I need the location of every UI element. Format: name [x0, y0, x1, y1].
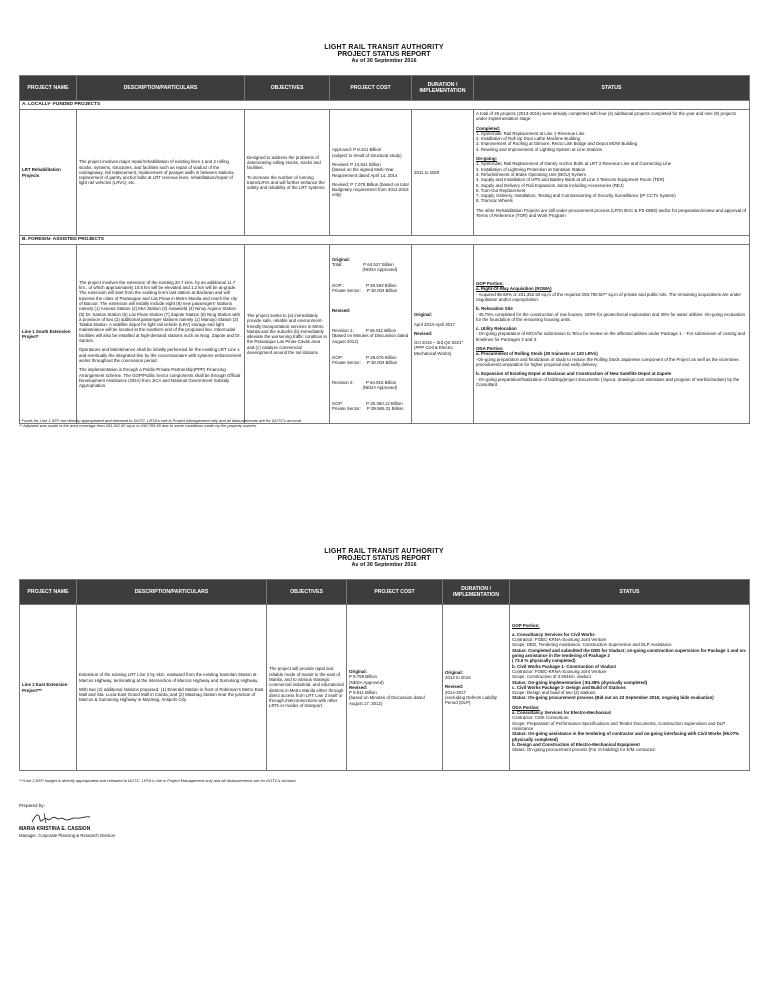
report-date: As of 30 September 2016 [351, 562, 417, 568]
project-cost: Original: Total: P 64.527 Billion (NEDA Approved) GOP : P 30.593 Billion Private Sector: P 30.004 Billion Revised: Revision 1: P 65.511 Billion (Based on Minutes of Discussion dated August 2012) GOP: P 29.676 Billion Private Sector: P 30.004 Billion Revision 2: P 64.915 Billion (NEDA Approved) GOP: P 25.350.12 Billion Private Sector: P 39.565.31 Billion [330, 245, 412, 424]
col-status: STATUS [510, 580, 750, 605]
table-header-row [20, 76, 750, 101]
project-cost: Approved: P 8.241 Billion (subject to result of structural study) Revised: P 14.541 Billion (based on the signed Multi-Year Requirement dated April 14, 2014 Revised: P 7.078 Billion (based on total Budgetary requirement from 2011-2016 only) [330, 110, 412, 236]
signatory-name: MARIA KRISTINA E. CASSION [19, 826, 91, 832]
agency-name: LIGHT RAIL TRANSIT AUTHORITY [324, 548, 444, 555]
col-project-name: PROJECT NAME [20, 580, 77, 605]
table-row [20, 245, 750, 424]
col-objectives: OBJECTIVES [267, 580, 347, 605]
report-title: PROJECT STATUS REPORT [337, 51, 431, 58]
project-cost: Original: P 9.759 Billion (NEDA Approved) Revised: P 9.911 Billion (based on Minutes of Discussion dated August 17, 2012) [347, 605, 443, 771]
table-header-row [20, 580, 750, 605]
report-title: PROJECT STATUS REPORT [337, 555, 431, 562]
project-description: The project involves the extension of the existing 20.7 kms. by an additional 11.7 km., of which approximately 10.5 km will be elevated and 1.2 km will be at-grade. The extension will start from the existing line's last station at Baclaran and will traverse the cities of Paranaque and Las Pinas in Metro Manila and reach the city of Bacoor. The extension will initially include eight (8) new passengers' stations namely (1) Aseana Station (2) MIA Station (3) Asiaworld (4) Ninoy Aquino Station (5) Dr. Santos Station (6) Las Pinas Station (7) Zapote Station (8) Niog Station with a provision of two (2) additional passenger stations namely (1) Manuyo Station (2) Talaba Station. A satellite depot for light rail vehicle (LRV) storage and light maintenance will be located at the southern end of the proposed line. Intermodal facilities will also be installed at high-demand stations such as Niog, Zapote and Dr. Santos. Operations and Maintenance shall be initially performed for the existing LRT Line 1 and eventually the integrated line by the concessionaire with systems enhancement works throughout the concession period. The implementation is through a Public-Private Partnership(PPP) Financing Arrangement scheme. The GOP/Public sector components shall be through Official Development Assistance (ODA) from JICA and National Government Subsidy Appropriation. [77, 245, 245, 424]
table-row [20, 110, 750, 236]
project-status: A total of 25 projects (2013-2016) were already completed with four (4) additional projects completed for the year and nine (9) projects under implementation stage: Completed: 1. Systematic Rail Replacement at Line 1 Revenue Line 2. Installation of Roll Up Door Lathe Machine Building 3. Improvement of Roofing at Gilmore, Recto Link Bridge and Depot MOW Building 4. Rewiring and Improvement of Lighting System at Line Stations On-going: 1. Systematic Rail Replacement of Gantry Anchor Bolts at LRT 2 Revenue Line and Connecting Line 2. Installation of Lightning Protection at Santolan Station 3. Refurbishment of Brake Operating Unit (BOU) System 4. Supply and Installation of UPS and Battery Bank at all Line 2 Telecom Equipment Room (TER) 5. Supply and Delivery of Rail Expansion Joints including Accessories (REJ) 6. Turn-Out Replacement 7. Supply, Delivery, Installation, Testing and Commissioning of Security Surveillance (IP CCTV System) 8. Tramcar Wheels The other Rehabilitation Projects are still under procurement process (LRTA BAC & PS-DBM) and/or for preparation/review and approval of Terms of Reference (TOR) and Work Program [474, 110, 750, 236]
col-status: STATUS [474, 76, 750, 101]
project-duration: 2011 to 2020 [412, 110, 474, 236]
prepared-by-label: Prepared by: [19, 803, 45, 808]
col-duration: DURATION / IMPLEMENTATION [412, 76, 474, 101]
col-project-name: PROJECT NAME [20, 76, 77, 101]
project-objectives: The project seeks to (a) immediately provide safe, reliable and environment- friendly transportation services in Metro Manila and the suburbs (b) immediately alleviate the worsening traffic condition in the Paranaque Las Pinas-Cavite area and (c) catalyze commercial development around the rail stations. [245, 245, 330, 424]
status-table-1 [19, 75, 750, 424]
project-name: LRT Rehabilitation Projects [20, 110, 77, 236]
project-objectives: Designed to address the problems of deteriorating rolling stocks, tracks and facilities. To increase the number of running trains/LRVs and will further enhance the safety and reliability of the LRT systems. [245, 110, 330, 236]
project-duration: Original: 2012 to 2016 Revised: 2014-2017 (excluding Defects Liability Period (DLP) [443, 605, 510, 771]
project-status: GOP Portion: a. Consultancy Services for Civil Works Contractor: FOBC-KRNA-Soosung Joint Venture Scope: DED, Tendering Assistance, Construction Supervision and DLP Assistance Status: Completed and submitted the DED for Viaduct; on-going construction supervision for Package 1 and on-going assistance in the tendering of Package 2 ( 73.0 % physically completed) b. Civil Works Package 1- Construction of Viaduct Contractor: FOBC-KRNA-Soosung Joint Venture Scope: Construction of 3.904km. viaduct Status: On-going implementation ( 84.38% physically completed) c. Civil Works Package 2- Design and Build of Stations Scope: Design and build of two (2) stations Status: On-going procurement process (Bid out on 23 September 2016; ongoing bids evaluation) ODA Portion: a. Consultancy Services for Electro-Mechanical Contractor: CMX Consortium Scope: Preparation of Performance Specifications and Tender Documents, Construction Supervision and DLP Assistance Status: On-going assistance in the tendering of contractor and on-going interfacing with Civil Works (96.07% physically completed) b. Design and Construction of Electro-Mechanical Equipment Status: On-going procurement process (For re-bidding) for E/M contractor. [510, 605, 750, 771]
footnotes-2: ***Line 2 EEP budget is directly appropriated and released to DOTC. LRTA's role is Project Management only and all disbursements are for DOTC's account. [19, 778, 297, 783]
col-objectives: OBJECTIVES [245, 76, 330, 101]
project-objectives: The project will provide rapid and reliable mode of transit to the east of Manila, and to various strategic commercial industrial, and educational districts in Metro Manila either through direct access from LRT Line 2 itself or through interconnections with other LRTs or modes of transport. [267, 605, 347, 771]
status-table-2 [19, 579, 750, 771]
col-project-cost: PROJECT COST [330, 76, 412, 101]
report-header-2 [0, 548, 768, 568]
agency-name: LIGHT RAIL TRANSIT AUTHORITY [324, 44, 444, 51]
handwritten-signature [30, 810, 100, 826]
col-description: DESCRIPTION/PARTICULARS [77, 76, 245, 101]
signatory-position: Manager, Corporate Planning & Research Division [19, 833, 116, 838]
col-duration: DURATION / IMPLEMENTATION [443, 580, 510, 605]
project-description: The project involves major repair/rehabilitation of existing lines 1 and 2 rolling stocks, systems, structures, and facilities such as repair of viaduct of the carriageway, rail replacement, replacement of parapet walls in between stations, replacement of gantry anchor bolts at LRT revenue lines, rehabilitation/repair of light rail vehicles (LRVs), etc. [77, 110, 245, 236]
project-duration: Original: April 2013-April 2017 Revised: Oct 2015 – 3rd Qtr 2021* (PPP Civil & Electro Mechanical Works) [412, 245, 474, 424]
project-name: Line 2 East Extension Project*** [20, 605, 77, 771]
section-locally-funded: A. LOCALLY- FUNDED PROJECTS [20, 101, 750, 110]
section-foreign-assisted: B. FOREIGN- ASSISTED PROJECTS [20, 236, 750, 245]
footnotes-1: * Funds for Line 1 SEP are directly appropriated and released to DOTC. LRTA's role is Project Management only and all disbursements are for DOTC's account. ** Adjusted was made in the area coverage from 261,611.50 sq.m to 260,789.50 due to some conditions made by the property owners. [19, 418, 303, 428]
report-date: As of 30 September 2016 [351, 58, 417, 64]
project-name: Line 1 South Extension Project* [20, 245, 77, 424]
report-header-1 [0, 44, 768, 64]
col-project-cost: PROJECT COST [347, 580, 443, 605]
project-status: GOP Portion: a. Right-Of-Way Acquisition (ROWA) - Acquired 86.69% or 231,352.50 sq.m of the required 260,780.50** sq.m of private and public lots. The remaining acquisitions are under negotiation and/or expropriation. b. Relocation Site - 45.75% completed for the construction of row houses, 100% for geotechnical exploration and 30% for water utilities. On-going excavation for the foundation of the remaining housing units. c. Utility Relocation - On-going preparation of MOA/for submission to Telco for review on the affected utilities under Package 1. - For submission of costing and timelines for Packages 2 and 3. ODA Portion: a. Procurement of Rolling Stock (30 trainsets or 120 LRVs) -On-going preparation and finalization of study to reduce the Rolling Stock Japanese component of the Project as well as the incentives procedures/computation for higher proposal and early delivery. b. Expansion of Existing Depot at Baclaran and Construction of New Satellite Depot at Zapote - On-going preparation/finalization of bidding/project documents ( layout, drawings,cost estimates and program of work/schedule) by the Consultant. [474, 245, 750, 424]
project-description: Extension of the existing LRT Line 2 by 4km. eastward from the existing Santolan Station at Marcos Highway, terminating at the intersection of Marcos Highway and Sumulong Highway. With two (2) additional stations proposed: (1) Emerald Station in front of Robinson's Metro East Mall and Sta. Lucia East Grand Mall in Cainta; and (2) Masinag Station near the junction of Marcos & Sumulong Highway in Masinag, Antipolo City. [77, 605, 267, 771]
col-description: DESCRIPTION/PARTICULARS [77, 580, 267, 605]
table-row [20, 605, 750, 771]
